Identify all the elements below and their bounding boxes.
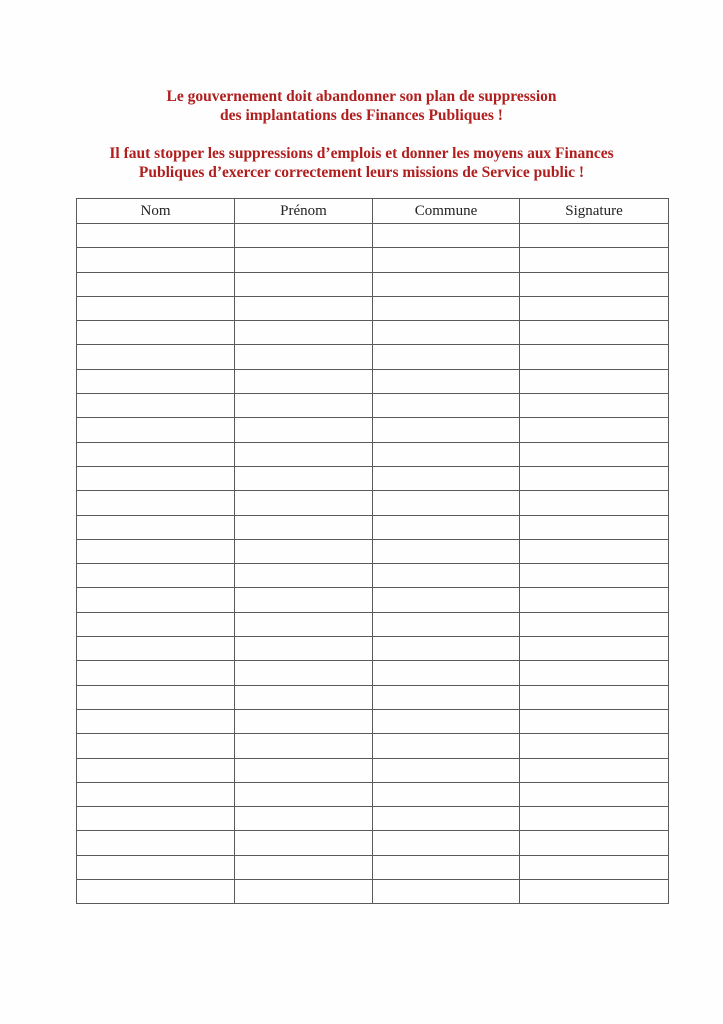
cell-nom[interactable] bbox=[77, 491, 235, 515]
cell-commune[interactable] bbox=[373, 224, 520, 248]
cell-signature[interactable] bbox=[520, 369, 669, 393]
cell-nom[interactable] bbox=[77, 564, 235, 588]
cell-nom[interactable] bbox=[77, 685, 235, 709]
table-header-row bbox=[77, 199, 669, 224]
table-row bbox=[77, 224, 669, 248]
cell-commune[interactable] bbox=[373, 709, 520, 733]
cell-nom[interactable] bbox=[77, 539, 235, 563]
column-header-signature: Signature bbox=[520, 199, 669, 224]
cell-prenom[interactable] bbox=[235, 248, 373, 272]
cell-nom[interactable] bbox=[77, 466, 235, 490]
cell-prenom[interactable] bbox=[235, 807, 373, 831]
cell-commune[interactable] bbox=[373, 588, 520, 612]
heading-line: des implantations des Finances Publiques ! bbox=[220, 107, 503, 124]
cell-signature[interactable] bbox=[520, 296, 669, 320]
cell-prenom[interactable] bbox=[235, 539, 373, 563]
column-header-nom: Nom bbox=[77, 199, 235, 224]
cell-signature[interactable] bbox=[520, 321, 669, 345]
cell-signature[interactable] bbox=[520, 734, 669, 758]
cell-prenom[interactable] bbox=[235, 272, 373, 296]
cell-commune[interactable] bbox=[373, 758, 520, 782]
cell-prenom[interactable] bbox=[235, 612, 373, 636]
table-row bbox=[77, 880, 669, 904]
heading-line: Il faut stopper les suppressions d’emplois et donner les moyens aux Finances bbox=[109, 145, 614, 162]
cell-prenom[interactable] bbox=[235, 782, 373, 806]
cell-commune[interactable] bbox=[373, 661, 520, 685]
cell-nom[interactable] bbox=[77, 248, 235, 272]
table-row bbox=[77, 709, 669, 733]
cell-signature[interactable] bbox=[520, 880, 669, 904]
table-row bbox=[77, 855, 669, 879]
cell-commune[interactable] bbox=[373, 880, 520, 904]
cell-nom[interactable] bbox=[77, 758, 235, 782]
cell-nom[interactable] bbox=[77, 709, 235, 733]
table-row bbox=[77, 296, 669, 320]
petition-call-heading bbox=[0, 144, 723, 182]
cell-commune[interactable] bbox=[373, 807, 520, 831]
signature-rows bbox=[77, 224, 669, 904]
cell-nom[interactable] bbox=[77, 321, 235, 345]
table-row bbox=[77, 564, 669, 588]
cell-commune[interactable] bbox=[373, 321, 520, 345]
table-row bbox=[77, 637, 669, 661]
cell-signature[interactable] bbox=[520, 394, 669, 418]
table-row bbox=[77, 831, 669, 855]
cell-nom[interactable] bbox=[77, 515, 235, 539]
cell-signature[interactable] bbox=[520, 685, 669, 709]
cell-commune[interactable] bbox=[373, 685, 520, 709]
cell-prenom[interactable] bbox=[235, 466, 373, 490]
cell-signature[interactable] bbox=[520, 661, 669, 685]
cell-nom[interactable] bbox=[77, 394, 235, 418]
cell-signature[interactable] bbox=[520, 612, 669, 636]
cell-commune[interactable] bbox=[373, 491, 520, 515]
cell-prenom[interactable] bbox=[235, 880, 373, 904]
table-row bbox=[77, 612, 669, 636]
cell-signature[interactable] bbox=[520, 758, 669, 782]
cell-signature[interactable] bbox=[520, 564, 669, 588]
cell-commune[interactable] bbox=[373, 345, 520, 369]
table-row bbox=[77, 369, 669, 393]
heading-line: Publiques d’exercer correctement leurs missions de Service public ! bbox=[138, 164, 585, 181]
cell-nom[interactable] bbox=[77, 734, 235, 758]
cell-signature[interactable] bbox=[520, 345, 669, 369]
cell-signature[interactable] bbox=[520, 831, 669, 855]
cell-prenom[interactable] bbox=[235, 418, 373, 442]
table-row bbox=[77, 491, 669, 515]
cell-prenom[interactable] bbox=[235, 855, 373, 879]
column-header-commune: Commune bbox=[373, 199, 520, 224]
table-row bbox=[77, 685, 669, 709]
cell-nom[interactable] bbox=[77, 442, 235, 466]
table-row bbox=[77, 248, 669, 272]
table-row bbox=[77, 272, 669, 296]
signature-table bbox=[76, 198, 669, 904]
cell-prenom[interactable] bbox=[235, 296, 373, 320]
cell-signature[interactable] bbox=[520, 491, 669, 515]
cell-signature[interactable] bbox=[520, 418, 669, 442]
table-row bbox=[77, 442, 669, 466]
cell-signature[interactable] bbox=[520, 515, 669, 539]
column-header-prenom: Prénom bbox=[235, 199, 373, 224]
cell-commune[interactable] bbox=[373, 564, 520, 588]
cell-prenom[interactable] bbox=[235, 564, 373, 588]
cell-commune[interactable] bbox=[373, 369, 520, 393]
table-row bbox=[77, 782, 669, 806]
table-row bbox=[77, 515, 669, 539]
cell-signature[interactable] bbox=[520, 466, 669, 490]
cell-signature[interactable] bbox=[520, 588, 669, 612]
table-row bbox=[77, 466, 669, 490]
cell-prenom[interactable] bbox=[235, 831, 373, 855]
cell-nom[interactable] bbox=[77, 855, 235, 879]
cell-signature[interactable] bbox=[520, 248, 669, 272]
cell-commune[interactable] bbox=[373, 855, 520, 879]
cell-nom[interactable] bbox=[77, 418, 235, 442]
cell-nom[interactable] bbox=[77, 224, 235, 248]
cell-prenom[interactable] bbox=[235, 369, 373, 393]
cell-commune[interactable] bbox=[373, 637, 520, 661]
cell-commune[interactable] bbox=[373, 515, 520, 539]
table-row bbox=[77, 807, 669, 831]
cell-commune[interactable] bbox=[373, 782, 520, 806]
cell-signature[interactable] bbox=[520, 709, 669, 733]
cell-prenom[interactable] bbox=[235, 394, 373, 418]
cell-prenom[interactable] bbox=[235, 321, 373, 345]
cell-prenom[interactable] bbox=[235, 661, 373, 685]
cell-nom[interactable] bbox=[77, 612, 235, 636]
cell-signature[interactable] bbox=[520, 782, 669, 806]
cell-nom[interactable] bbox=[77, 661, 235, 685]
cell-prenom[interactable] bbox=[235, 637, 373, 661]
cell-nom[interactable] bbox=[77, 637, 235, 661]
cell-prenom[interactable] bbox=[235, 588, 373, 612]
cell-nom[interactable] bbox=[77, 880, 235, 904]
cell-nom[interactable] bbox=[77, 807, 235, 831]
petition-demand-heading bbox=[0, 87, 723, 125]
cell-nom[interactable] bbox=[77, 782, 235, 806]
cell-prenom[interactable] bbox=[235, 709, 373, 733]
cell-commune[interactable] bbox=[373, 466, 520, 490]
heading-line: Le gouvernement doit abandonner son plan de suppression bbox=[166, 88, 557, 105]
cell-commune[interactable] bbox=[373, 394, 520, 418]
cell-commune[interactable] bbox=[373, 296, 520, 320]
cell-commune[interactable] bbox=[373, 442, 520, 466]
cell-prenom[interactable] bbox=[235, 442, 373, 466]
cell-commune[interactable] bbox=[373, 612, 520, 636]
table-row bbox=[77, 588, 669, 612]
cell-commune[interactable] bbox=[373, 418, 520, 442]
cell-nom[interactable] bbox=[77, 588, 235, 612]
table-row bbox=[77, 394, 669, 418]
cell-nom[interactable] bbox=[77, 296, 235, 320]
cell-signature[interactable] bbox=[520, 855, 669, 879]
cell-nom[interactable] bbox=[77, 272, 235, 296]
cell-prenom[interactable] bbox=[235, 345, 373, 369]
cell-prenom[interactable] bbox=[235, 758, 373, 782]
cell-commune[interactable] bbox=[373, 831, 520, 855]
cell-commune[interactable] bbox=[373, 248, 520, 272]
cell-prenom[interactable] bbox=[235, 224, 373, 248]
cell-prenom[interactable] bbox=[235, 491, 373, 515]
cell-signature[interactable] bbox=[520, 637, 669, 661]
cell-prenom[interactable] bbox=[235, 685, 373, 709]
table-row bbox=[77, 758, 669, 782]
cell-signature[interactable] bbox=[520, 442, 669, 466]
cell-commune[interactable] bbox=[373, 272, 520, 296]
cell-nom[interactable] bbox=[77, 345, 235, 369]
cell-prenom[interactable] bbox=[235, 734, 373, 758]
table-row bbox=[77, 539, 669, 563]
table-row bbox=[77, 734, 669, 758]
cell-commune[interactable] bbox=[373, 539, 520, 563]
cell-commune[interactable] bbox=[373, 734, 520, 758]
cell-signature[interactable] bbox=[520, 272, 669, 296]
table-row bbox=[77, 321, 669, 345]
cell-prenom[interactable] bbox=[235, 515, 373, 539]
cell-signature[interactable] bbox=[520, 224, 669, 248]
table-row bbox=[77, 661, 669, 685]
table-row bbox=[77, 418, 669, 442]
cell-nom[interactable] bbox=[77, 369, 235, 393]
cell-nom[interactable] bbox=[77, 831, 235, 855]
cell-signature[interactable] bbox=[520, 539, 669, 563]
table-row bbox=[77, 345, 669, 369]
cell-signature[interactable] bbox=[520, 807, 669, 831]
